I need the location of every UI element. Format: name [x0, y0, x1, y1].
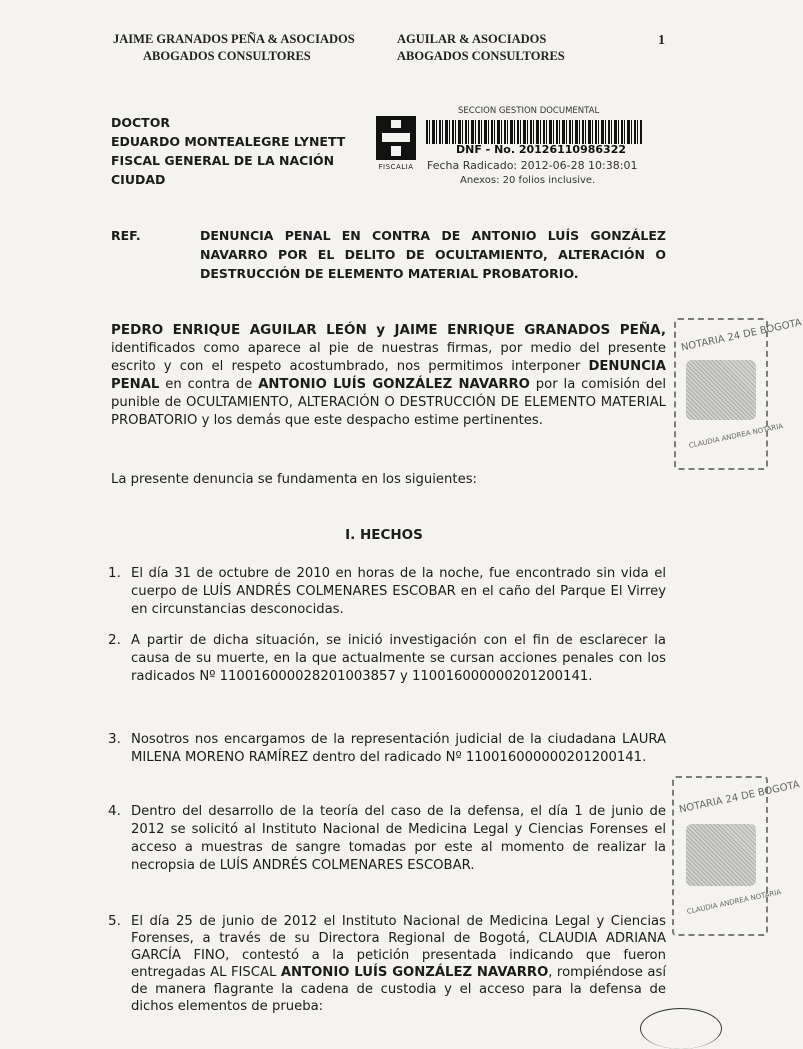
intro-names: PEDRO ENRIQUE AGUILAR LEÓN y JAIME ENRIQUE GRANADOS PEÑA,: [111, 322, 666, 338]
filing-stamp: [372, 106, 644, 192]
basis-paragraph: La presente denuncia se fundamenta en los siguientes:: [111, 472, 478, 487]
letterhead-left-firm: [113, 31, 355, 65]
filing-annexes: Anexos: 20 folios inclusive.: [460, 175, 596, 186]
ref-label: REF.: [111, 228, 141, 243]
fact-number: 5.: [108, 913, 121, 929]
fact-number: 2.: [108, 632, 121, 648]
fact-item: Dentro del desarrollo de la teoría del caso de la defensa, el día 1 de junio de 2012 se solicitó al Instituto Nacional de Medicina Legal y Ciencias Forenses el acceso a muestras de sangre tomadas por este al momento de realizar la necropsia de LUÍS ANDRÉS COLMENARES ESCOBAR.: [131, 804, 666, 873]
notary-stamp: [672, 776, 801, 936]
fact5-text-b: , rompiéndose así de manera flagrante la cadena de custodia y el acceso para la defensa de dichos elementos de prueba:: [131, 965, 666, 1014]
notary-stamp: [674, 317, 803, 470]
fact5-text-a: El día 25 de junio de 2012 el Instituto Nacional de Medicina Legal y Ciencias Forenses, a través de su Directora Regional de Bogotá, CLAUDIA ADRIANA GARCÍA FINO, contestó a la petición presentada indicando que fueron entregadas AL FISCAL: [131, 914, 666, 980]
section-title: I. HECHOS: [345, 527, 423, 543]
intro-part3: por la comisión del punible de OCULTAMIENTO, ALTERACIÓN O DESTRUCCIÓN DE ELEMENTO MATERIAL PROBATORIO y los demás que este despacho estime pertinentes.: [111, 377, 667, 428]
letterhead-right-line2: ABOGADOS CONSULTORES: [397, 49, 565, 63]
intro-bold1: DENUNCIA PENAL: [111, 359, 666, 392]
addressee-line2: EDUARDO MONTEALEGRE LYNETT: [111, 134, 346, 149]
page-number: 1: [658, 33, 665, 48]
letterhead-right-line1: AGUILAR & ASOCIADOS: [397, 32, 547, 46]
intro-part1: identificados como aparece al pie de nuestras firmas, por medio del presente escrito y con el respeto acostumbrado, nos permitimos interponer: [111, 341, 666, 374]
barcode-icon: [426, 120, 642, 144]
intro-paragraph: [111, 321, 666, 430]
intro-part2: en contra de: [159, 377, 259, 392]
signature-mark-icon: [640, 1008, 722, 1049]
addressee-line4: CIUDAD: [111, 172, 166, 187]
letterhead-left-line2: ABOGADOS CONSULTORES: [143, 49, 311, 63]
fact-number: 4.: [108, 803, 121, 819]
notary-stamp-title: NOTARIA 24 DE BOGOTA: [678, 779, 801, 816]
filing-section: SECCION GESTION DOCUMENTAL: [458, 106, 600, 116]
ref-subject: DENUNCIA PENAL EN CONTRA DE ANTONIO LUÍS GONZÁLEZ NAVARRO POR EL DELITO DE OCULTAMIENTO, ALTERACIÓN O DESTRUCCIÓN DE ELEMENTO MATERIAL PROBATORIO.: [200, 228, 666, 281]
letterhead-left-line1: JAIME GRANADOS PEÑA & ASOCIADOS: [113, 32, 355, 46]
fact-number: 1.: [108, 565, 121, 581]
fact-item: Nosotros nos encargamos de la representación judicial de la ciudadana LAURA MILENA MORENO RAMÍREZ dentro del radicado Nº 110016000000201200141.: [131, 732, 666, 765]
addressee-line3: FISCAL GENERAL DE LA NACIÓN: [111, 153, 335, 168]
intro-bold2: ANTONIO LUÍS GONZÁLEZ NAVARRO: [258, 377, 530, 392]
fact-item: [131, 913, 666, 1015]
notary-stamp-sub: CLAUDIA ANDREA NOTARIA: [688, 422, 784, 450]
fiscalia-logo-icon: [376, 116, 416, 160]
fact-item: El día 31 de octubre de 2010 en horas de la noche, fue encontrado sin vida el cuerpo de LUÍS ANDRÉS COLMENARES ESCOBAR en el caño del Parque El Virrey en circunstancias desconocidas.: [131, 566, 666, 617]
filing-dnf: DNF - No. 20126110986322: [456, 143, 627, 156]
fact5-bold: ANTONIO LUÍS GONZÁLEZ NAVARRO: [280, 965, 549, 980]
fiscalia-logo-text: FISCALIA: [378, 163, 414, 171]
addressee-block: [111, 113, 345, 189]
letterhead-right-firm: [397, 31, 565, 65]
notary-seal-icon: [686, 824, 756, 886]
notary-stamp-title: NOTARIA 24 DE BOGOTA: [680, 317, 803, 354]
addressee-line1: DOCTOR: [111, 115, 170, 130]
fact-item: A partir de dicha situación, se inició investigación con el fin de esclarecer la causa de su muerte, en la que actualmente se cursan acciones penales con los radicados Nº 110016000028201003857 y 110016000000201200141.: [131, 633, 666, 684]
notary-stamp-sub: CLAUDIA ANDREA NOTARIA: [686, 888, 782, 916]
notary-seal-icon: [686, 360, 756, 420]
fact-number: 3.: [108, 731, 121, 747]
filing-date: Fecha Radicado: 2012-06-28 10:38:01: [427, 159, 638, 172]
